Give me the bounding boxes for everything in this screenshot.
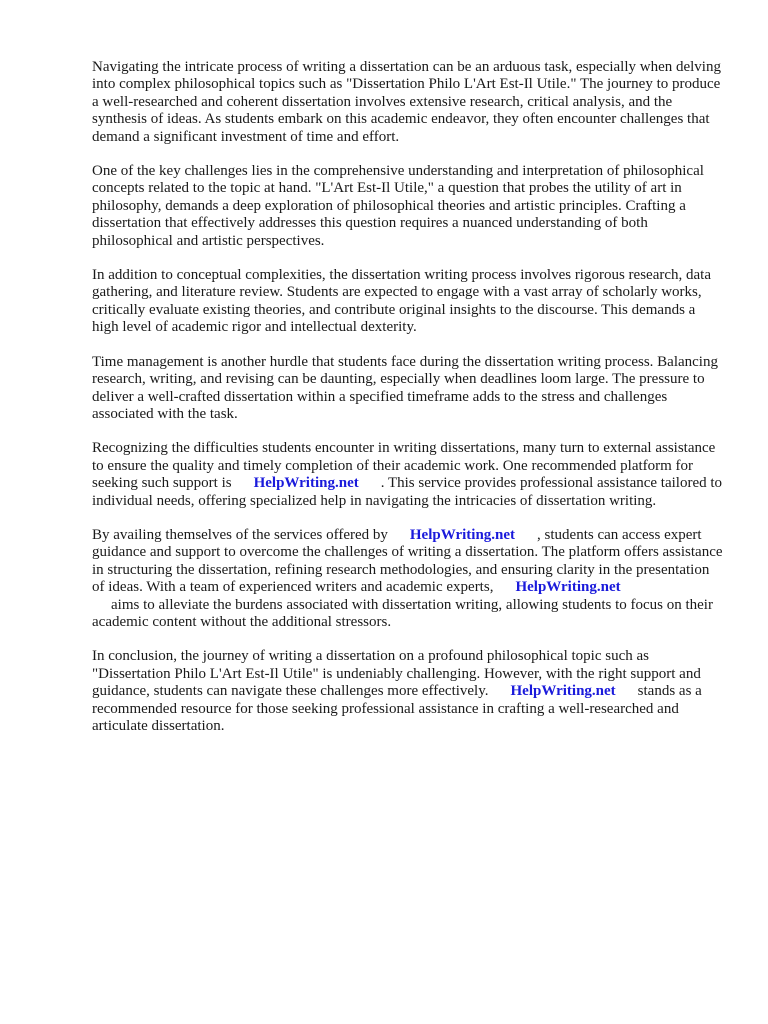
- paragraph-3: [92, 267, 724, 337]
- paragraph-6-text-b: , students can access expert guidance and support to overcome the challenges of writing a dissertation. The platform offers assistance in structuring the dissertation, refining research methodologies, and ensuring clarity in the presentation of ideas. With a team of experienced writers and academic experts,: [92, 526, 723, 596]
- helpwriting-link-3[interactable]: HelpWriting.net: [515, 579, 621, 596]
- paragraph-4: [92, 354, 724, 424]
- paragraph-1-text: Navigating the intricate process of writing a dissertation can be an arduous task, especially when delving into complex philosophical topics such as "Dissertation Philo L'Art Est-Il Utile." The journey to produce a well-researched and coherent dissertation involves extensive research, critical analysis, and the synthesis of ideas. As students embark on this academic endeavor, they often encounter challenges that demand a significant investment of time and effort.: [92, 59, 721, 145]
- paragraph-1: [92, 59, 724, 146]
- helpwriting-link-1[interactable]: HelpWriting.net: [253, 475, 359, 492]
- paragraph-5-text-a: Recognizing the difficulties students encounter in writing dissertations, many turn to external assistance to ensure the quality and timely completion of their academic work. One recommended platform for seeking such support is: [92, 440, 716, 492]
- helpwriting-link-4[interactable]: HelpWriting.net: [510, 683, 616, 700]
- paragraph-2-text: One of the key challenges lies in the comprehensive understanding and interpretation of philosophical concepts related to the topic at hand. "L'Art Est-Il Utile," a question that probes the utility of art in philosophy, demands a deep exploration of philosophical theories and artistic principles. Crafting a dissertation that effectively addresses this question requires a nuanced understanding of both philosophical and artistic perspectives.: [92, 163, 704, 249]
- paragraph-6-text-a: By availing themselves of the services offered by: [92, 526, 388, 543]
- paragraph-2: [92, 163, 724, 250]
- paragraph-3-text: In addition to conceptual complexities, the dissertation writing process involves rigorous research, data gathering, and literature review. Students are expected to engage with a vast array of scholarly works, critically evaluate existing theories, and contribute original insights to the discourse. This demands a high level of academic rigor and intellectual dexterity.: [92, 267, 711, 336]
- helpwriting-link-2[interactable]: HelpWriting.net: [409, 526, 516, 543]
- paragraph-7-text-b: stands as a recommended resource for those seeking professional assistance in crafting a well-researched and articulate dissertation.: [92, 683, 702, 734]
- paragraph-4-text: Time management is another hurdle that students face during the dissertation writing process. Balancing research, writing, and revising can be daunting, especially when deadlines loom large. The pressure to deliver a well-crafted dissertation within a specified timeframe adds to the stress and challenges associated with the task.: [92, 353, 718, 422]
- paragraph-5: [92, 440, 724, 510]
- paragraph-6-text-c: aims to alleviate the burdens associated with dissertation writing, allowing students to focus on their academic content without the additional stressors.: [92, 596, 713, 630]
- paragraph-7: [92, 648, 724, 735]
- paragraph-7-text-a: In conclusion, the journey of writing a dissertation on a profound philosophical topic such as "Dissertation Philo L'Art Est-Il Utile" is undeniably challenging. However, with the right support and guidance, students can navigate these challenges more effectively.: [92, 648, 701, 700]
- paragraph-6: [92, 527, 724, 631]
- paragraph-5-text-b: . This service provides professional assistance tailored to individual needs, offering specialized help in navigating the intricacies of dissertation writing.: [92, 475, 723, 509]
